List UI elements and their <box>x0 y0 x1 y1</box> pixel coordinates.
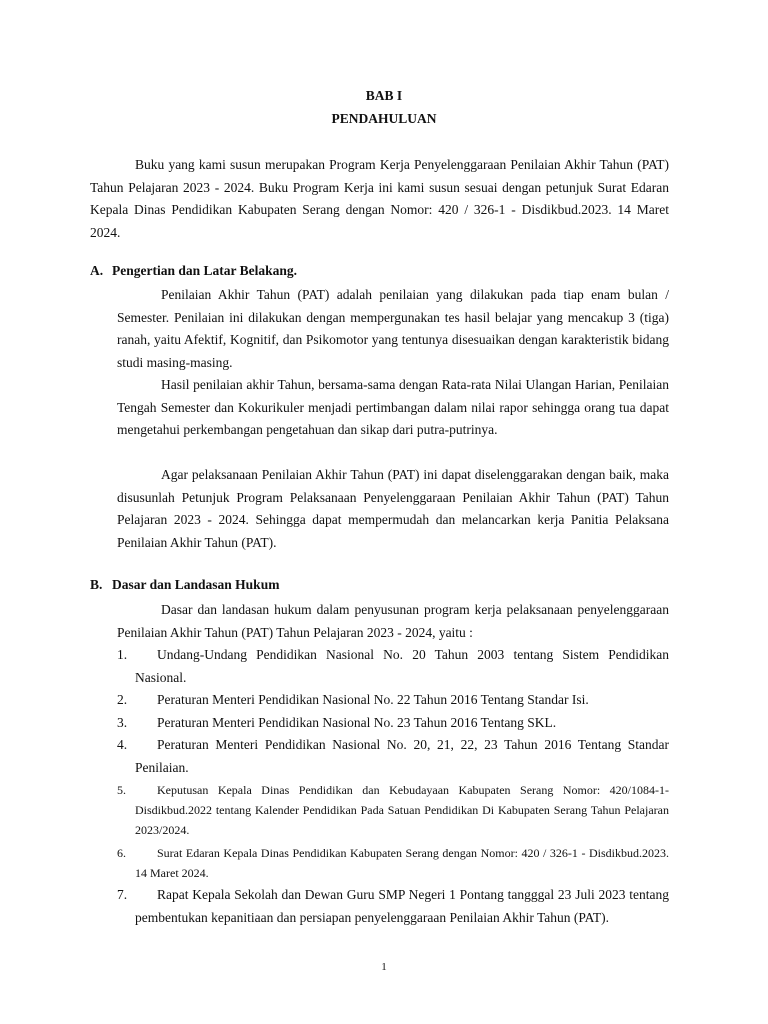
list-item-number: 5. <box>117 783 126 797</box>
list-item-number: 7. <box>117 887 128 902</box>
list-item-text: Undang-Undang Pendidikan Nasional No. 20 Tahun 2003 tentang Sistem Pendidikan Nasional. <box>135 647 669 685</box>
list-item-text: Surat Edaran Kepala Dinas Pendidikan Kabupaten Serang dengan Nomor: 420 / 326-1 - Disdikbud.2023. 14 Maret 2024. <box>135 846 669 880</box>
list-item-number: 6. <box>117 846 126 860</box>
list-item-text: Peraturan Menteri Pendidikan Nasional No. 20, 21, 22, 23 Tahun 2016 Tentang Standar Penilaian. <box>135 737 669 775</box>
section-a-paragraph-3: Agar pelaksanaan Penilaian Akhir Tahun (PAT) ini dapat diselenggarakan dengan baik, maka disusunlah Petunjuk Program Pelaksanaan Penyelenggaraan Penilaian Akhir Tahun (PAT) Tahun Pelajaran 2023 - 2024. Sehingga dapat mempermudah dan melancarkan kerja Panitia Pelaksana Penilaian Akhir Tahun (PAT). <box>117 467 669 550</box>
section-a-paragraph-1: Penilaian Akhir Tahun (PAT) adalah penilaian yang dilakukan pada tiap enam bulan / Semester. Penilaian ini dilakukan dengan mempergunakan tes hasil belajar yang mencakup 3 (tiga) ranah, yaitu Afektif, Kognitif, dan Psikomotor yang tentunya disesuaikan dengan karakteristik bidang studi masing-masing. <box>117 287 669 370</box>
list-item <box>117 884 669 929</box>
list-item <box>117 780 669 840</box>
section-b-intro: Dasar dan landasan hukum dalam penyusunan program kerja pelaksanaan penyelenggaraan Penilaian Akhir Tahun (PAT) Tahun Pelajaran 2023 - 2024, yaitu : <box>117 602 669 640</box>
list-item-text: Keputusan Kepala Dinas Pendidikan dan Kebudayaan Kabupaten Serang Nomor: 420/1084-1- Disdikbud.2022 tentang Kalender Pendidikan Pada Satuan Pendidikan Di Kabupaten Serang Tahun Pelajaran 2023/2024. <box>135 783 669 837</box>
list-item <box>117 734 669 779</box>
section-b-letter: B. <box>90 577 103 592</box>
list-item-number: 1. <box>117 647 128 662</box>
list-item-text: Peraturan Menteri Pendidikan Nasional No. 22 Tahun 2016 Tentang Standar Isi. <box>157 692 589 707</box>
page-number: 1 <box>381 961 387 973</box>
section-b-title: Dasar dan Landasan Hukum <box>112 577 280 592</box>
list-item <box>117 689 669 712</box>
section-b-heading <box>90 577 279 593</box>
section-a-paragraph-2: Hasil penilaian akhir Tahun, bersama-sama dengan Rata-rata Nilai Ulangan Harian, Penilaian Tengah Semester dan Kokurikuler menjadi pertimbangan dalam nilai rapor sehingga orang tua dapat mengetahui perkembangan pengetahuan dan sikap dari putra-putrinya. <box>117 377 669 438</box>
list-item <box>117 843 669 883</box>
list-item-number: 2. <box>117 692 128 707</box>
list-item <box>117 712 669 735</box>
list-item <box>117 644 669 689</box>
list-item-text: Rapat Kepala Sekolah dan Dewan Guru SMP Negeri 1 Pontang tangggal 23 Juli 2023 tentang pembentukan kepanitiaan dan persiapan penyelenggaraan Penilaian Akhir Tahun (PAT). <box>135 887 669 925</box>
list-item-number: 3. <box>117 715 128 730</box>
chapter-label: BAB I <box>365 88 403 103</box>
list-item-number: 4. <box>117 737 128 752</box>
section-a-heading <box>90 263 297 279</box>
chapter-title: PENDAHULUAN <box>331 111 437 126</box>
intro-paragraph: Buku yang kami susun merupakan Program Kerja Penyelenggaraan Penilaian Akhir Tahun (PAT) Tahun Pelajaran 2023 - 2024. Buku Program Kerja ini kami susun sesuai dengan petunjuk Surat Edaran Kepala Dinas Pendidikan Kabupaten Serang dengan Nomor: 420 / 326-1 - Disdikbud.2023. 14 Maret 2024. <box>90 157 669 240</box>
list-item-text: Peraturan Menteri Pendidikan Nasional No. 23 Tahun 2016 Tentang SKL. <box>157 715 557 730</box>
section-a-letter: A. <box>90 263 104 278</box>
section-a-title: Pengertian dan Latar Belakang. <box>112 263 298 278</box>
